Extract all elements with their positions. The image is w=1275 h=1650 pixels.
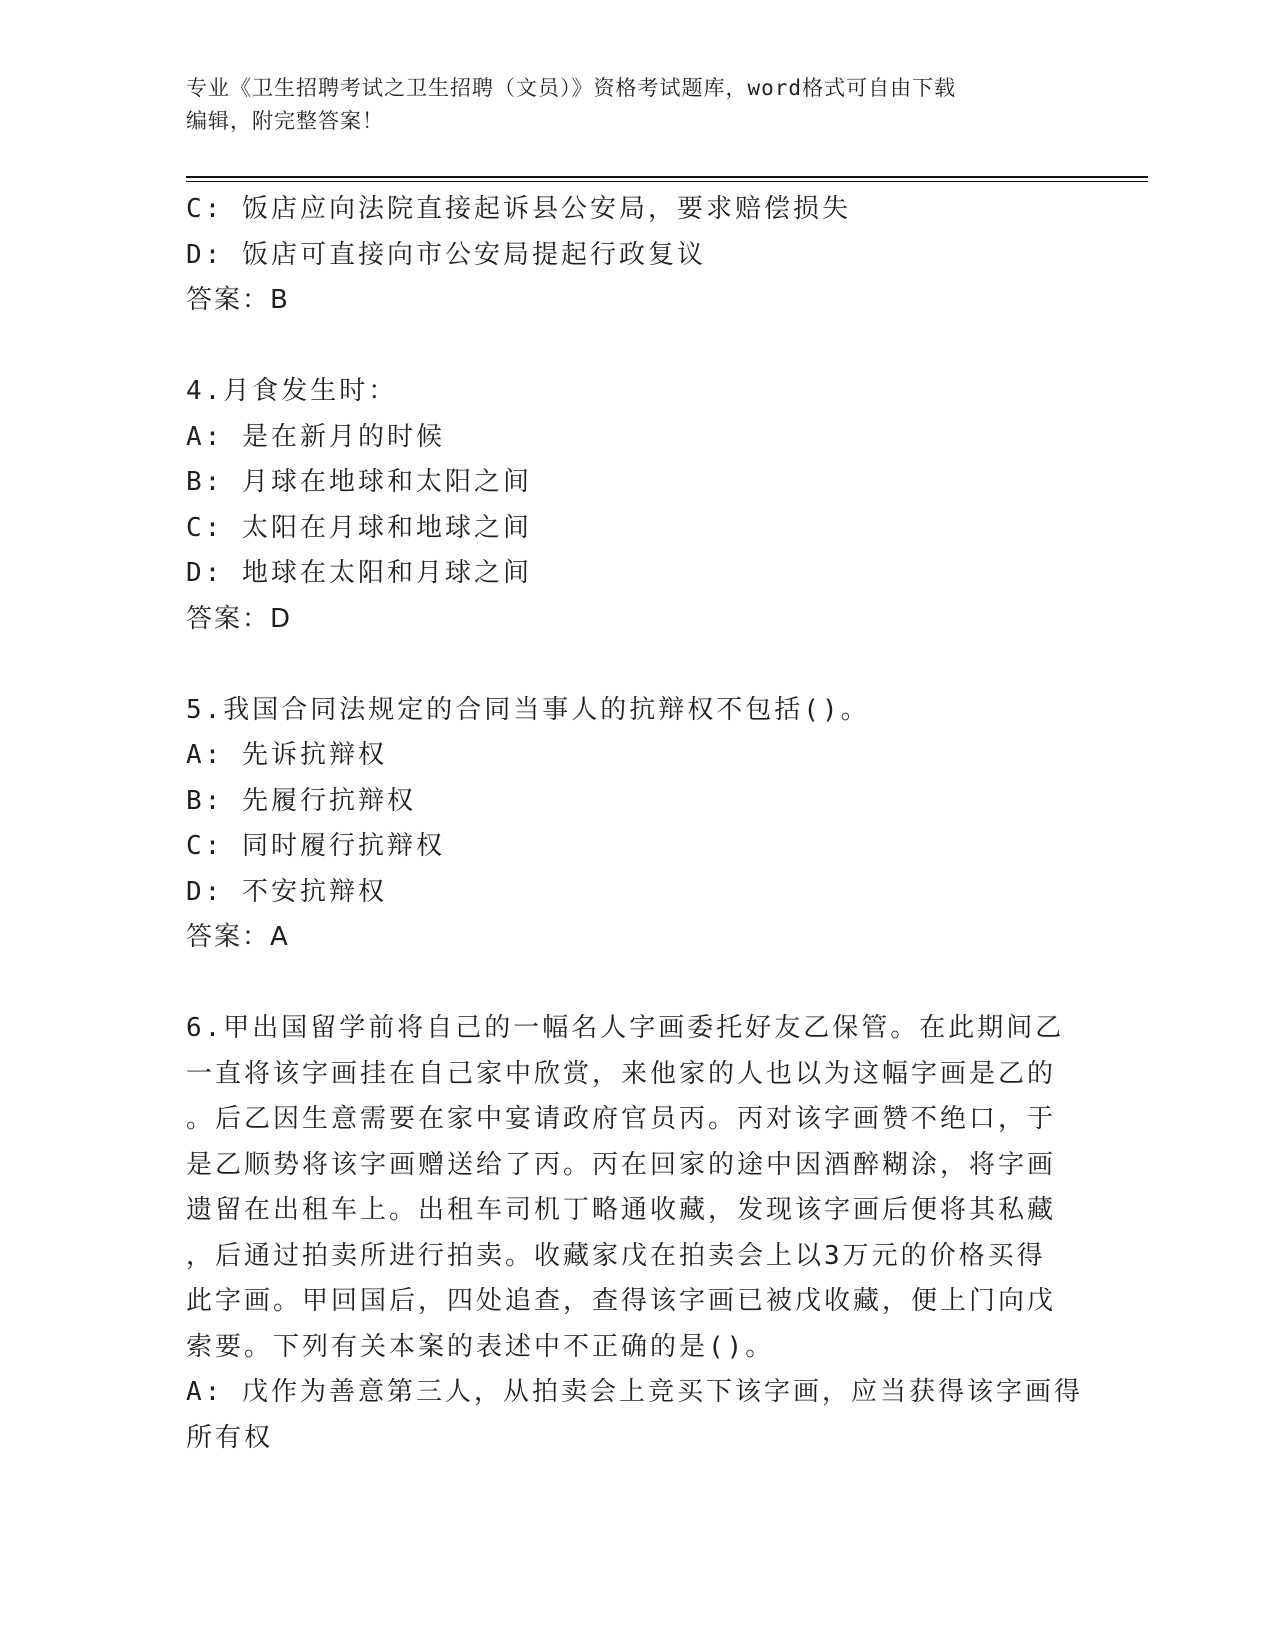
spacer — [186, 961, 1066, 1007]
q6-question-line: 索要。下列有关本案的表述中不正确的是()。 — [186, 1331, 775, 1362]
question-content — [186, 187, 1083, 1461]
header-line-1: 专业《卫生招聘考试之卫生招聘（文员）》资格考试题库，word格式可自由下载 — [186, 76, 957, 100]
q5-option-b: B: 先履行抗辩权 — [186, 785, 416, 816]
q4-option-c: C: 太阳在月球和地球之间 — [186, 512, 532, 543]
q6-question-line: 此字画。甲回国后，四处追查，查得该字画已被戊收藏，便上门向戊 — [186, 1286, 1057, 1316]
header-divider-thin — [186, 181, 1148, 182]
q6-question-line: 6.甲出国留学前将自己的一幅名人字画委托好友乙保管。在此期间乙 — [186, 1013, 1065, 1043]
q6-question-line: 一直将该字画挂在自己家中欣赏，来他家的人也以为这幅字画是乙的 — [186, 1058, 1057, 1089]
document-header — [186, 72, 1086, 138]
spacer — [186, 642, 1066, 688]
q6-question-line: 。后乙因生意需要在家中宴请政府官员丙。丙对该字画赞不绝口，于 — [186, 1104, 1057, 1134]
q3-option-c: C: 饭店应向法院直接起诉县公安局，要求赔偿损失 — [186, 194, 851, 224]
q5-answer: 答案：A — [186, 922, 290, 952]
spacer — [186, 324, 1066, 370]
q4-question: 4.月食发生时： — [186, 376, 398, 406]
q6-option-a-line: 所有权 — [186, 1422, 274, 1453]
q5-option-d: D: 不安抗辩权 — [186, 876, 387, 907]
q3-option-d: D: 饭店可直接向市公安局提起行政复议 — [186, 239, 706, 270]
header-line-2: 编辑，附完整答案！ — [186, 109, 384, 133]
q5-option-a: A: 先诉抗辩权 — [186, 740, 387, 770]
q6-question-line: 是乙顺势将该字画赠送给了丙。丙在回家的途中因酒醉糊涂，将字画 — [186, 1149, 1057, 1180]
q3-answer: 答案：B — [186, 285, 290, 315]
q4-option-d: D: 地球在太阳和月球之间 — [186, 558, 532, 588]
q6-question-line: 遗留在出租车上。出租车司机丁略通收藏，发现该字画后便将其私藏 — [186, 1195, 1057, 1225]
q4-option-a: A: 是在新月的时候 — [186, 421, 445, 452]
q5-option-c: C: 同时履行抗辩权 — [186, 831, 445, 861]
q4-option-b: B: 月球在地球和太阳之间 — [186, 467, 532, 497]
q6-question-line: ，后通过拍卖所进行拍卖。收藏家戊在拍卖会上以3万元的价格买得 — [186, 1240, 1046, 1271]
q5-question: 5.我国合同法规定的合同当事人的抗辩权不包括()。 — [186, 694, 870, 725]
q6-option-a-line: A: 戊作为善意第三人，从拍卖会上竞买下该字画，应当获得该字画得 — [186, 1377, 1083, 1407]
q4-answer: 答案：D — [186, 603, 293, 634]
header-divider-thick — [186, 176, 1148, 178]
